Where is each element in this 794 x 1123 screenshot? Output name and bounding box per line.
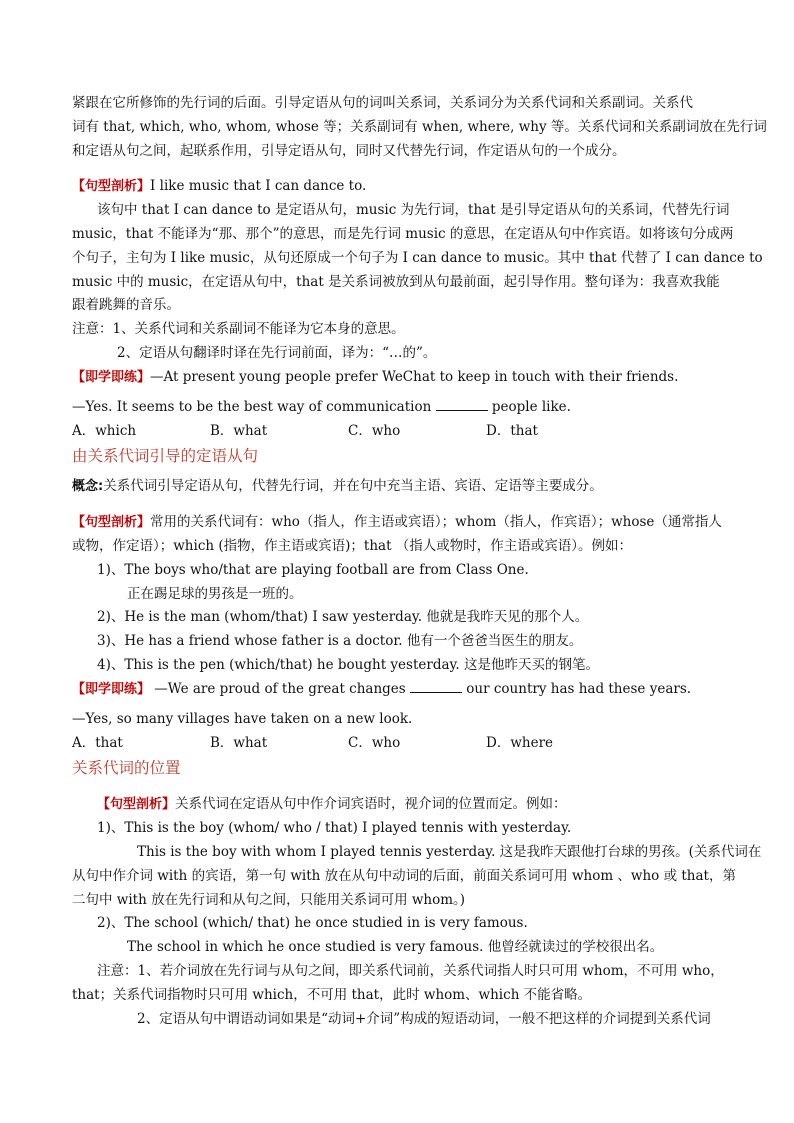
note-3-line-1: 注意：1、若介词放在先行词与从句之间，即关系代词前，关系代词指人时只可用 whom，不可用 who， bbox=[97, 962, 724, 979]
intro-line-3: 和定语从句之间，起联系作用，引导定语从句，同时又代替先行词，作定语从句的一个成分。 bbox=[72, 142, 626, 159]
option-b: B．what bbox=[210, 423, 268, 440]
analysis-2-line-2: 或物，作定语）；which (指物，作主语或宾语)；that （指人或物时，作主语或宾语）。例如： bbox=[72, 537, 633, 554]
option-c: C．who bbox=[348, 423, 401, 440]
example-5-explain-1: 从句中作介词 with 的宾语，第一句 with 放在从句中动词的后面，前面关系词可用 whom 、who 或 that，第 bbox=[72, 867, 736, 884]
note-1: 注意：1、关系代词和关系副词不能译为它本身的意思。 bbox=[72, 321, 405, 338]
exercise-1-response: —Yes. It seems to be the best way of communication people like. bbox=[72, 398, 571, 415]
example-5-explain-2: 二句中 with 放在先行词和从句之间，只能用关系词可用 whom。) bbox=[72, 891, 466, 908]
example-5: 1)、This is the boy (whom/ who / that) I played tennis with yesterday. bbox=[97, 820, 572, 837]
concept-label: 概念: bbox=[72, 479, 104, 495]
exercise-tag: 【即学即练】 bbox=[72, 369, 151, 385]
analysis-2-line-1: 【句型剖析】常用的关系代词有：who（指人，作主语或宾语）；whom（指人，作宾语）；whose（通常指人 bbox=[72, 514, 722, 531]
option-a: A．which bbox=[72, 423, 137, 440]
exercise-1-options bbox=[72, 419, 724, 443]
intro-line-2: 词有 that, which, who, whom, whose 等；关系副词有 when, where, why 等。关系代词和关系副词放在先行词 bbox=[72, 118, 767, 135]
option-d: D．that bbox=[486, 423, 538, 440]
option-a: A．that bbox=[72, 735, 123, 752]
section-heading-relative-pronouns: 由关系代词引导的定语从句 bbox=[72, 447, 259, 466]
analysis-1-line-3: 个句子，主句为 I like music，从句还原成一个句子为 I can dance to music。其中 that 代替了 I can dance to bbox=[72, 249, 763, 266]
analysis-tag: 【句型剖析】 bbox=[97, 797, 176, 813]
document-page bbox=[72, 92, 767, 1031]
exercise-2-response: —Yes, so many villages have taken on a new look. bbox=[72, 710, 413, 727]
example-1-translation: 正在踢足球的男孩是一班的。 bbox=[127, 585, 303, 602]
exercise-2-options bbox=[72, 731, 724, 755]
note-3-line-2: that；关系代词指物时只可用 which，不可用 that，此时 whom、which 不能省略。 bbox=[72, 986, 592, 1003]
answer-blank bbox=[410, 680, 462, 693]
example-6-alt: The school in which he once studied is very famous. 他曾经就读过的学校很出名。 bbox=[127, 939, 664, 956]
analysis-sentence: I like music that I can dance to. bbox=[150, 178, 367, 195]
example-5-alt: This is the boy with whom I played tennis yesterday. 这是我昨天跟他打台球的男孩。(关系代词在 bbox=[137, 843, 762, 860]
example-4: 4)、This is the pen (which/that) he bought yesterday. 这是他昨天买的钢笔。 bbox=[97, 656, 599, 673]
analysis-3-line-1: 【句型剖析】关系代词在定语从句中作介词宾语时，视介词的位置而定。例如： bbox=[97, 796, 567, 813]
example-2: 2)、He is the man (whom/that) I saw yesterday. 他就是我昨天见的那个人。 bbox=[97, 609, 589, 626]
analysis-tag: 【句型剖析】 bbox=[72, 515, 151, 531]
analysis-1-line-2: music，that 不能译为“那、那个”的意思，而是先行词 music 的意思，在定语从句中作宾语。如将该句分成两 bbox=[72, 225, 734, 242]
analysis-1-header bbox=[72, 175, 724, 199]
concept-line: 概念:关系代词引导定语从句，代替先行词，并在句中充当主语、宾语、定语等主要成分。 bbox=[72, 478, 603, 495]
analysis-tag: 【句型剖析】 bbox=[72, 179, 151, 195]
example-3: 3)、He has a friend whose father is a doctor. 他有一个爸爸当医生的朋友。 bbox=[97, 633, 583, 650]
analysis-1-line-1: 该句中 that I can dance to 是定语从句，music 为先行词，that 是引导定语从句的关系词，代替先行词 bbox=[97, 202, 730, 219]
analysis-1-line-4: music 中的 music，在定语从句中，that 是关系词被放到从句最前面，起引导作用。整句译为：我喜欢我能 bbox=[72, 273, 720, 290]
note-4: 2、定语从句中谓语动词如果是“动词+介词”构成的短语动词，一般不把这样的介词提到关系代词 bbox=[137, 1010, 711, 1027]
example-1: 1)、The boys who/that are playing football are from Class One. bbox=[97, 561, 529, 578]
section-heading-pronoun-position: 关系代词的位置 bbox=[72, 759, 181, 778]
exercise-2-question: 【即学即练】 —We are proud of the great changes our country has had these years. bbox=[72, 680, 692, 697]
note-2: 2、定语从句翻译时译在先行词前面，译为：“…的”。 bbox=[117, 344, 437, 361]
analysis-1-line-5: 跟着跳舞的音乐。 bbox=[72, 297, 180, 314]
example-6: 2)、The school (which/ that) he once studied in is very famous. bbox=[97, 915, 528, 932]
exercise-tag: 【即学即练】 bbox=[72, 681, 151, 697]
answer-blank bbox=[436, 398, 488, 411]
option-c: C．who bbox=[348, 735, 401, 752]
intro-line-1: 紧跟在它所修饰的先行词的后面。引导定语从句的词叫关系词，关系词分为关系代词和关系副词。关系代 bbox=[72, 95, 693, 111]
exercise-1-question: 【即学即练】—At present young people prefer WeChat to keep in touch with their friends. bbox=[72, 368, 679, 385]
option-b: B．what bbox=[210, 735, 268, 752]
option-d: D．where bbox=[486, 735, 554, 752]
